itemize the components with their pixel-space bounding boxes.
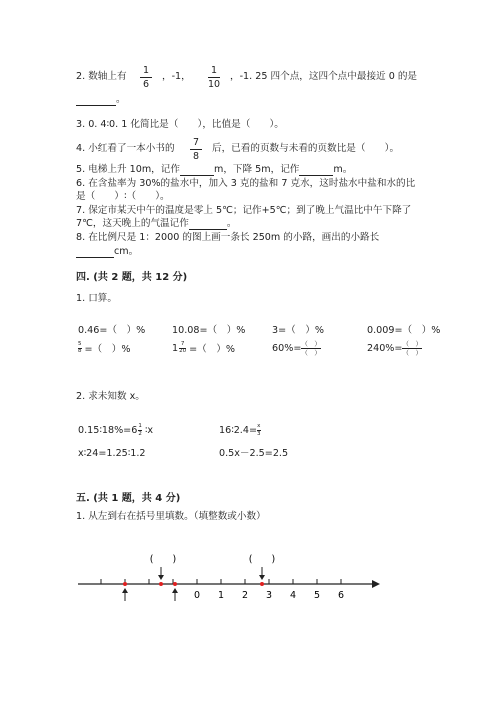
- oral-calc-7-fraction: $\frac{( )}{( )}$: [301, 340, 321, 357]
- q6-line-2: 是（ ）∶（ ）。: [76, 191, 170, 202]
- q2-sep: ，-1，: [162, 71, 191, 82]
- q8-line-1: 8. 在比例尺是 1：2000 的图上画一条长 250m 的小路，画出的小路长: [76, 232, 380, 243]
- number-line-arrow-icon: [372, 580, 380, 588]
- oral-calc-6: 1 $\frac{7}{20}$ =（ ）%: [172, 340, 236, 355]
- number-line: [0, 550, 500, 650]
- q2-fraction-1: 1 6: [140, 65, 152, 90]
- q4-rest: 后，已看的页数与未看的页数比是（ ）。: [212, 143, 400, 154]
- number-line-label-6: 6: [337, 590, 345, 601]
- number-line-label-4: 4: [289, 590, 297, 601]
- equation-3: x∶24=1.25∶1.2: [78, 448, 146, 459]
- number-line-label-1: 1: [217, 590, 225, 601]
- oral-calc-6-fraction: $\frac{7}{20}$: [179, 340, 187, 354]
- section-5-sub-1: 1. 从左到右在括号里填数。（填整数或小数）: [76, 511, 266, 522]
- q6-line-1: 6. 在含盐率为 30%的盐水中，加入 3 克的盐和 7 克水，这时盐水中盐和水的比: [76, 178, 416, 189]
- number-line-point: [123, 582, 127, 586]
- q7-line-1: 7. 保定市某天中午的温度是零上 5℃；记作+5℃；到了晚上气温比中午下降了: [76, 205, 412, 216]
- oral-calc-8-fraction: $\frac{( )}{( )}$: [402, 340, 422, 357]
- equation-1-fraction: $\frac{1}{2}$: [138, 423, 142, 437]
- number-line-label-5: 5: [313, 590, 321, 601]
- q2-answer-line: 。: [76, 94, 126, 106]
- number-line-ticks: [101, 579, 341, 584]
- number-line-bracket-2[interactable]: ( ): [248, 554, 276, 565]
- section-4-sub-2: 2. 求未知数 x。: [76, 391, 145, 402]
- q2-prefix: 2. 数轴上有: [76, 71, 127, 82]
- q2-fraction-2: 1 10: [208, 65, 221, 90]
- oral-calc-5: $\frac{5}{8}$ =（ ）%: [78, 340, 131, 355]
- q5-blank-1[interactable]: [180, 165, 214, 176]
- section-4-title: 四. (共 2 题，共 12 分): [76, 272, 188, 283]
- equation-1: 0.15∶18%=6 $\frac{1}{2}$ ∶x: [78, 423, 154, 437]
- oral-calc-2: 10.08=（ ）%: [172, 325, 246, 336]
- q4-fraction: 7 8: [190, 137, 202, 162]
- up-arrow-icon: [122, 588, 128, 601]
- down-arrow-icon: [259, 567, 265, 580]
- section-4-sub-1: 1. 口算。: [76, 293, 117, 304]
- section-5-title: 五. (共 1 题，共 4 分): [76, 493, 181, 504]
- oral-calc-5-fraction: $\frac{5}{8}$: [78, 340, 82, 354]
- number-line-point: [173, 582, 177, 586]
- equation-4: 0.5x－2.5=2.5: [219, 448, 289, 459]
- equation-2: 16∶2.4= $\frac{x}{3}$: [219, 423, 261, 437]
- q4-prefix: 4. 小红看了一本小书的: [76, 143, 175, 154]
- number-line-label-3: 3: [265, 590, 273, 601]
- oral-calc-8: 240%= $\frac{( )}{( )}$: [367, 340, 422, 357]
- q5-blank-2[interactable]: [299, 165, 333, 176]
- down-arrow-icon: [158, 567, 164, 580]
- number-line-point: [159, 582, 163, 586]
- q8-blank[interactable]: [76, 247, 114, 258]
- up-arrow-icon: [172, 588, 178, 601]
- q7-line-2: 7℃，这天晚上的气温记作 。: [76, 218, 237, 229]
- oral-calc-4: 0.009=（ ）%: [367, 325, 441, 336]
- q5-text: 5. 电梯上升 10m，记作 m，下降 5m，记作 m。: [76, 164, 353, 175]
- number-line-point: [260, 582, 264, 586]
- number-line-bracket-1[interactable]: ( ): [149, 554, 177, 565]
- number-line-label-0: 0: [193, 590, 201, 601]
- q2-answer-blank[interactable]: [76, 95, 116, 106]
- oral-calc-1: 0.46=（ ）%: [78, 325, 146, 336]
- equation-2-fraction: $\frac{x}{3}$: [257, 423, 261, 437]
- q3-text: 3. 0. 4∶0. 1 化简比是（ ），比值是（ ）。: [76, 119, 284, 130]
- q2-rest: ，-1. 25 四个点，这四个点中最接近 0 的是: [230, 71, 418, 82]
- oral-calc-7: 60%= $\frac{( )}{( )}$: [272, 340, 321, 357]
- number-line-label-2: 2: [241, 590, 249, 601]
- q8-line-2: cm。: [76, 246, 138, 258]
- oral-calc-3: 3=（ ）%: [272, 325, 325, 336]
- q7-blank[interactable]: [189, 219, 227, 230]
